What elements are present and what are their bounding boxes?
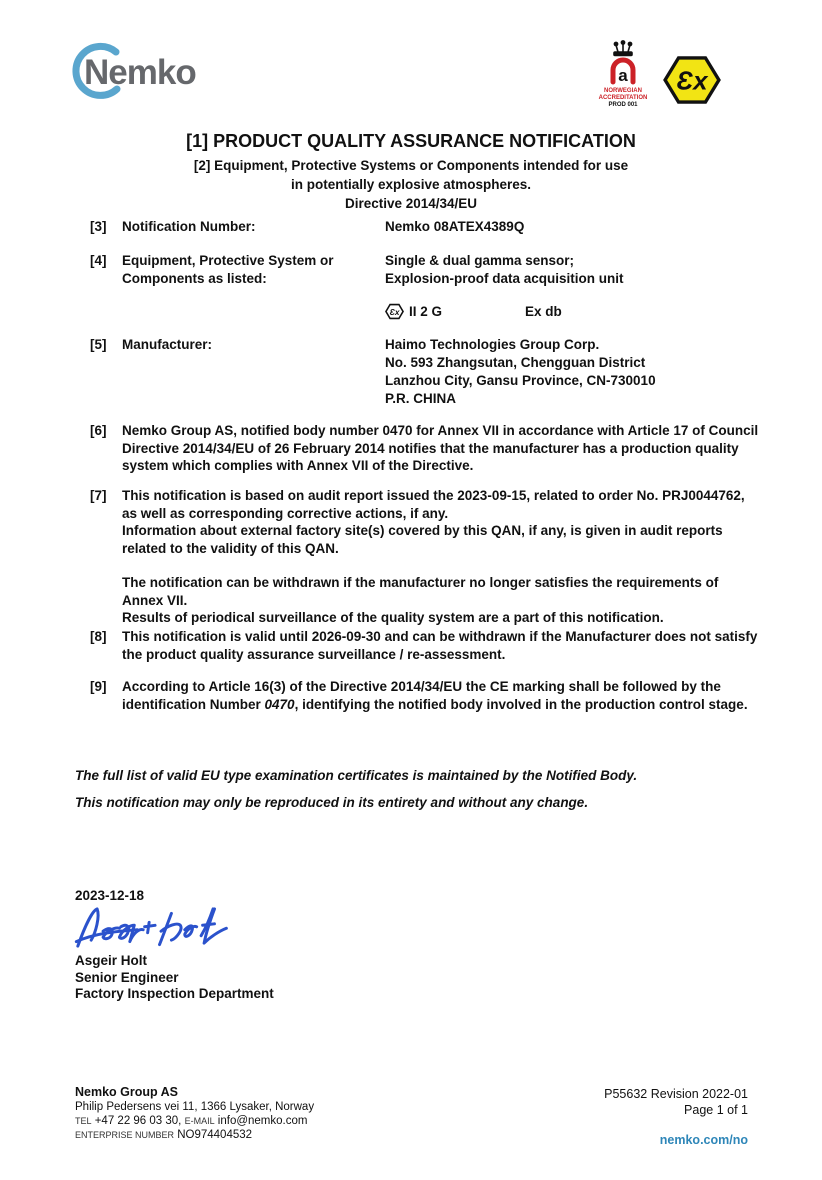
manufacturer-country: P.R. CHINA bbox=[385, 391, 457, 406]
nemko-logo-text: Nemko bbox=[84, 53, 196, 92]
website-link[interactable]: nemko.com/no bbox=[659, 1133, 748, 1147]
signer-name: Asgeir Holt bbox=[75, 953, 148, 968]
signer-block bbox=[75, 953, 274, 1003]
section-9-number: [9] bbox=[90, 679, 107, 694]
footer-enterprise-label: ENTERPRISE NUMBER bbox=[75, 1130, 175, 1140]
field-3-number: [3] bbox=[90, 219, 107, 234]
subtitle-line2: in potentially explosive atmospheres. bbox=[290, 177, 532, 192]
signature-date: 2023-12-18 bbox=[75, 888, 145, 903]
field-manufacturer bbox=[90, 336, 760, 408]
footer-address: Philip Pedersens vei 11, 1366 Lysaker, Norway bbox=[75, 1101, 315, 1113]
section-7-number: [7] bbox=[90, 488, 107, 503]
signer-title: Senior Engineer bbox=[75, 969, 179, 985]
marking-protection-type: Ex db bbox=[525, 304, 562, 319]
ex-logo-text: Ɛx bbox=[676, 65, 708, 96]
footer-tel-value: +47 22 96 03 30, bbox=[94, 1115, 182, 1127]
note-reproduction: This notification may only be reproduced in its entirety and without any change. bbox=[75, 795, 589, 810]
footer-doc-block bbox=[604, 1086, 748, 1148]
field-5-label: Manufacturer: bbox=[122, 337, 213, 352]
field-5-number: [5] bbox=[90, 337, 107, 352]
footer-tel-label: TEL bbox=[75, 1116, 92, 1126]
section-6-number: [6] bbox=[90, 423, 107, 438]
section-7-p4: Results of periodical surveillance of the quality system are a part of this notification. bbox=[122, 610, 664, 625]
title-block bbox=[0, 131, 822, 213]
section-9-text: According to Article 16(3) of the Directive 2014/34/EU the CE marking shall be followed by the identification Number 0470, identifying the notified body involved in the production control stage. bbox=[122, 679, 748, 712]
accreditation-line3: PROD 001 bbox=[608, 102, 638, 108]
accreditation-letter: a bbox=[618, 66, 628, 85]
footer-email-label: E-MAIL bbox=[184, 1116, 215, 1126]
note-certificates: The full list of valid EU type examination certificates is maintained by the Notified Body. bbox=[75, 768, 638, 783]
document-reference: P55632 Revision 2022-01 bbox=[604, 1087, 748, 1101]
section-6-text: Nemko Group AS, notified body number 0470 for Annex VII in accordance with Article 17 of Council Directive 2014/34/EU of 26 February 2014 notifies that the manufacturer has a production quality system which complies with Annex VII of the Directive. bbox=[122, 423, 759, 473]
accreditation-line1: NORWEGIAN bbox=[604, 88, 642, 94]
field-4-number: [4] bbox=[90, 253, 107, 268]
field-3-label: Notification Number: bbox=[122, 219, 256, 234]
subtitle-line3: Directive 2014/34/EU bbox=[344, 196, 478, 211]
signature-strokes-icon bbox=[76, 909, 226, 946]
marking-group-category: II 2 G bbox=[409, 304, 443, 319]
section-7-p1: This notification is based on audit report issued the 2023-09-15, related to order No. PRJ0044762, as well as corresponding corrective actions, if any. bbox=[122, 488, 745, 521]
section-6 bbox=[90, 422, 762, 475]
manufacturer-name: Haimo Technologies Group Corp. bbox=[385, 337, 600, 352]
section-8-number: [8] bbox=[90, 629, 107, 644]
subtitle-line1: [2] Equipment, Protective Systems or Components intended for use bbox=[193, 158, 629, 173]
section-8 bbox=[90, 628, 762, 663]
signature-handwriting bbox=[70, 903, 255, 960]
field-4-label: Equipment, Protective System or Components as listed: bbox=[122, 253, 334, 286]
field-equipment bbox=[90, 252, 760, 288]
section-7-p3: The notification can be withdrawn if the manufacturer no longer satisfies the requirements of Annex VII. bbox=[122, 575, 719, 608]
section-7-p2: Information about external factory site(s) covered by this QAN, if any, is given in audit reports related to the validity of this QAN. bbox=[122, 523, 723, 556]
field-4-value: Single & dual gamma sensor; Explosion-proof data acquisition unit bbox=[385, 253, 624, 286]
page-number: Page 1 of 1 bbox=[684, 1103, 748, 1117]
manufacturer-address-1: No. 593 Zhangsutan, Chengguan District bbox=[385, 355, 646, 370]
notified-body-number: 0470 bbox=[264, 696, 295, 712]
footer-enterprise bbox=[75, 1128, 314, 1142]
section-8-text: This notification is valid until 2026-09-30 and can be withdrawn if the Manufacturer does not satisfy the product quality assurance surveillance / re-assessment. bbox=[122, 629, 758, 662]
nemko-logo bbox=[70, 40, 210, 107]
footer-email-value: info@nemko.com bbox=[217, 1115, 308, 1127]
footer-contact bbox=[75, 1114, 314, 1128]
footer-company-block bbox=[75, 1085, 314, 1142]
manufacturer-address-2: Lanzhou City, Gansu Province, CN-730010 bbox=[385, 373, 656, 388]
norwegian-accreditation-logo bbox=[597, 40, 649, 115]
field-3-value: Nemko 08ATEX4389Q bbox=[385, 219, 525, 234]
section-9 bbox=[90, 678, 762, 713]
atex-marking-line bbox=[385, 303, 562, 320]
atex-ex-logo bbox=[663, 55, 721, 110]
footer-company-name: Nemko Group AS bbox=[75, 1085, 179, 1099]
section-7-text bbox=[122, 487, 762, 627]
svg-text:Ɛx: Ɛx bbox=[389, 307, 400, 317]
accreditation-line2: ACCREDITATION bbox=[598, 95, 648, 101]
footer-enterprise-value: NO974404532 bbox=[177, 1129, 253, 1141]
page-title: [1] PRODUCT QUALITY ASSURANCE NOTIFICATION bbox=[186, 131, 636, 151]
field-5-value bbox=[385, 336, 760, 408]
section-7 bbox=[90, 487, 762, 627]
signer-department: Factory Inspection Department bbox=[75, 986, 274, 1001]
ex-marking-icon bbox=[385, 303, 404, 320]
field-notification-number bbox=[90, 218, 760, 236]
crown-icon bbox=[614, 41, 632, 56]
